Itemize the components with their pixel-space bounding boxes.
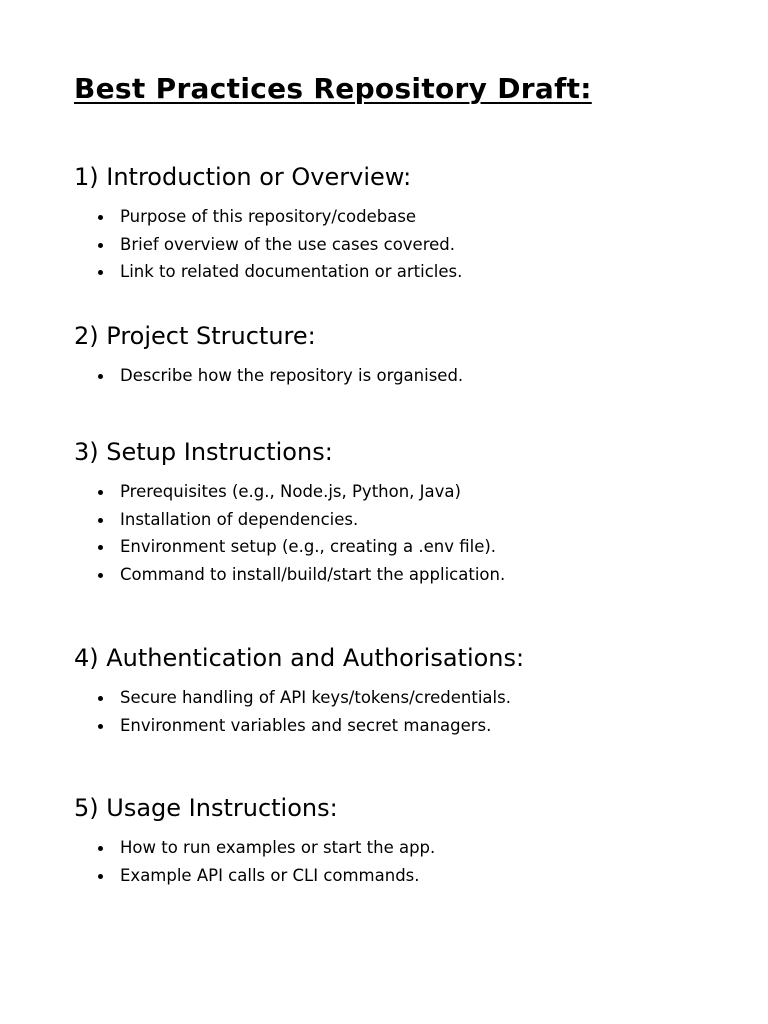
list-item-text: Installation of dependencies. [120, 509, 359, 529]
list-item-text: Environment variables and secret managers. [120, 715, 492, 735]
list-item-text: Example API calls or CLI commands. [120, 865, 420, 885]
list-item [74, 533, 734, 561]
bullet-icon [98, 874, 103, 879]
section-setup-instructions [74, 436, 734, 588]
list-item [74, 684, 734, 712]
list-item [74, 506, 734, 534]
list-item-text: Environment setup (e.g., creating a .env file). [120, 537, 497, 556]
list-item [74, 258, 734, 286]
list-item-text: Prerequisites (e.g., Node.js, Python, Java) [120, 482, 461, 501]
section-introduction [74, 161, 734, 286]
list-item-text: Describe how the repository is organised. [120, 366, 464, 385]
list-item-text: Brief overview of the use cases covered. [120, 234, 455, 254]
bullet-list [74, 203, 734, 286]
bullet-icon [98, 374, 103, 379]
list-item [74, 712, 734, 740]
section-heading: 3) Setup Instructions: [74, 438, 333, 466]
list-item [74, 561, 734, 589]
list-item [74, 478, 734, 506]
list-item [74, 231, 734, 259]
list-item-text: Link to related documentation or articles. [120, 262, 463, 281]
section-heading: 1) Introduction or Overview: [74, 163, 412, 191]
bullet-icon [98, 243, 103, 248]
list-item [74, 834, 734, 862]
document-title: Best Practices Repository Draft: [74, 72, 592, 105]
section-authentication [74, 642, 734, 739]
bullet-list [74, 834, 734, 889]
section-heading: 4) Authentication and Authorisations: [74, 644, 525, 672]
list-item [74, 362, 734, 390]
section-heading: 5) Usage Instructions: [74, 794, 338, 822]
bullet-icon [98, 724, 103, 729]
bullet-icon [98, 518, 103, 523]
bullet-list [74, 478, 734, 588]
list-item-text: How to run examples or start the app. [120, 838, 436, 857]
section-heading: 2) Project Structure: [74, 322, 316, 350]
bullet-icon [98, 696, 103, 701]
bullet-icon [98, 490, 103, 495]
section-project-structure [74, 320, 734, 390]
bullet-icon [98, 545, 103, 550]
section-usage-instructions [74, 792, 734, 889]
list-item-text: Purpose of this repository/codebase [120, 207, 417, 226]
bullet-icon [98, 215, 103, 220]
list-item [74, 203, 734, 231]
bullet-list [74, 684, 734, 739]
bullet-icon [98, 270, 103, 275]
list-item [74, 862, 734, 890]
list-item-text: Command to install/build/start the application. [120, 564, 506, 584]
bullet-icon [98, 573, 103, 578]
list-item-text: Secure handling of API keys/tokens/credentials. [120, 688, 511, 707]
bullet-icon [98, 846, 103, 851]
bullet-list [74, 362, 734, 390]
